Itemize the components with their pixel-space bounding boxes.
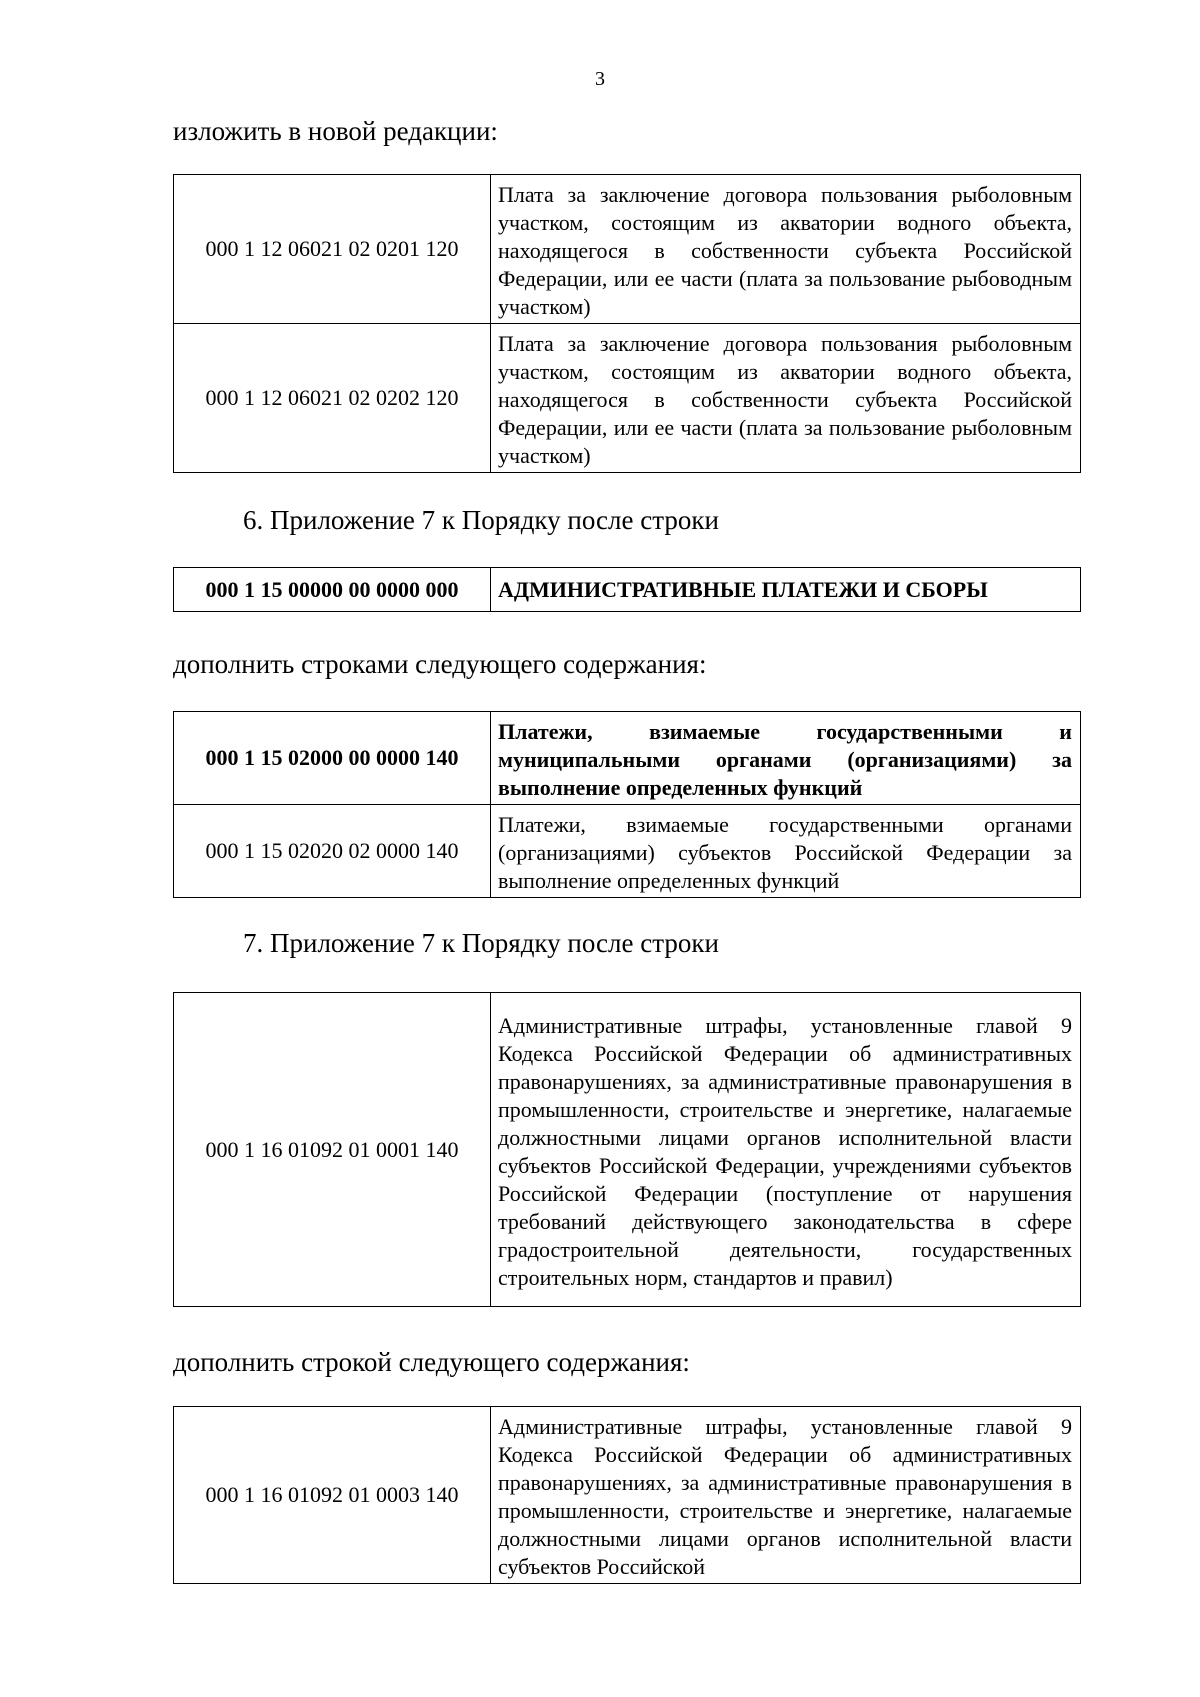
paragraph-item-7: 7. Приложение 7 к Порядку после строки (243, 928, 719, 958)
description-cell: Административные штрафы, установленные главой 9 Кодекса Российской Федерации об административных правонарушениях, за административные правонарушения в промышленности, строительстве и энергетике, налагаемые должностными лицами органов исполнительной власти субъектов Российской (491, 1407, 1081, 1584)
paragraph-item-6: 6. Приложение 7 к Порядку после строки (243, 505, 719, 535)
table-row (174, 712, 1081, 805)
table-row (174, 1407, 1081, 1584)
page-number: 3 (595, 68, 605, 90)
code-cell: 000 1 12 06021 02 0201 120 (174, 175, 491, 324)
codes-table-5 (173, 1406, 1081, 1584)
paragraph-add-row: дополнить строкой следующего содержания: (173, 1347, 690, 1377)
code-cell: 000 1 12 06021 02 0202 120 (174, 324, 491, 473)
codes-table-2 (173, 567, 1081, 612)
codes-table-1 (173, 174, 1081, 473)
table-row (174, 175, 1081, 324)
description-cell: Платежи, взимаемые государственными органами (организациями) субъектов Российской Федерации за выполнение определенных функций (491, 805, 1081, 898)
description-cell: Плата за заключение договора пользования рыболовным участком, состоящим из акватории водного объекта, находящегося в собственности субъекта Российской Федерации, или ее части (плата за пользование рыбоводным участком) (491, 175, 1081, 324)
table-row (174, 324, 1081, 473)
code-cell: 000 1 15 02020 02 0000 140 (174, 805, 491, 898)
codes-table-3 (173, 711, 1081, 898)
description-cell: АДМИНИСТРАТИВНЫЕ ПЛАТЕЖИ И СБОРЫ (491, 568, 1081, 612)
table-row (174, 993, 1081, 1307)
description-cell: Плата за заключение договора пользования рыболовным участком, состоящим из акватории водного объекта, находящегося в собственности субъекта Российской Федерации, или ее части (плата за пользование рыболовным участком) (491, 324, 1081, 473)
table-row (174, 805, 1081, 898)
description-cell: Административные штрафы, установленные главой 9 Кодекса Российской Федерации об административных правонарушениях, за административные правонарушения в промышленности, строительстве и энергетике, налагаемые должностными лицами органов исполнительной власти субъектов Российской Федерации, учреждениями субъектов Российской Федерации (поступление от нарушения требований действующего законодательства в сфере градостроительной деятельности, государственных строительных норм, стандартов и правил) (491, 993, 1081, 1307)
code-cell: 000 1 16 01092 01 0003 140 (174, 1407, 491, 1584)
paragraph-add-rows: дополнить строками следующего содержания: (173, 649, 707, 679)
codes-table-4 (173, 992, 1081, 1307)
code-cell: 000 1 15 00000 00 0000 000 (174, 568, 491, 612)
code-cell: 000 1 15 02000 00 0000 140 (174, 712, 491, 805)
code-cell: 000 1 16 01092 01 0001 140 (174, 993, 491, 1307)
table-row (174, 568, 1081, 612)
description-cell: Платежи, взимаемые государственными и муниципальными органами (организациями) за выполнение определенных функций (491, 712, 1081, 805)
paragraph-new-edition: изложить в новой редакции: (173, 116, 498, 146)
